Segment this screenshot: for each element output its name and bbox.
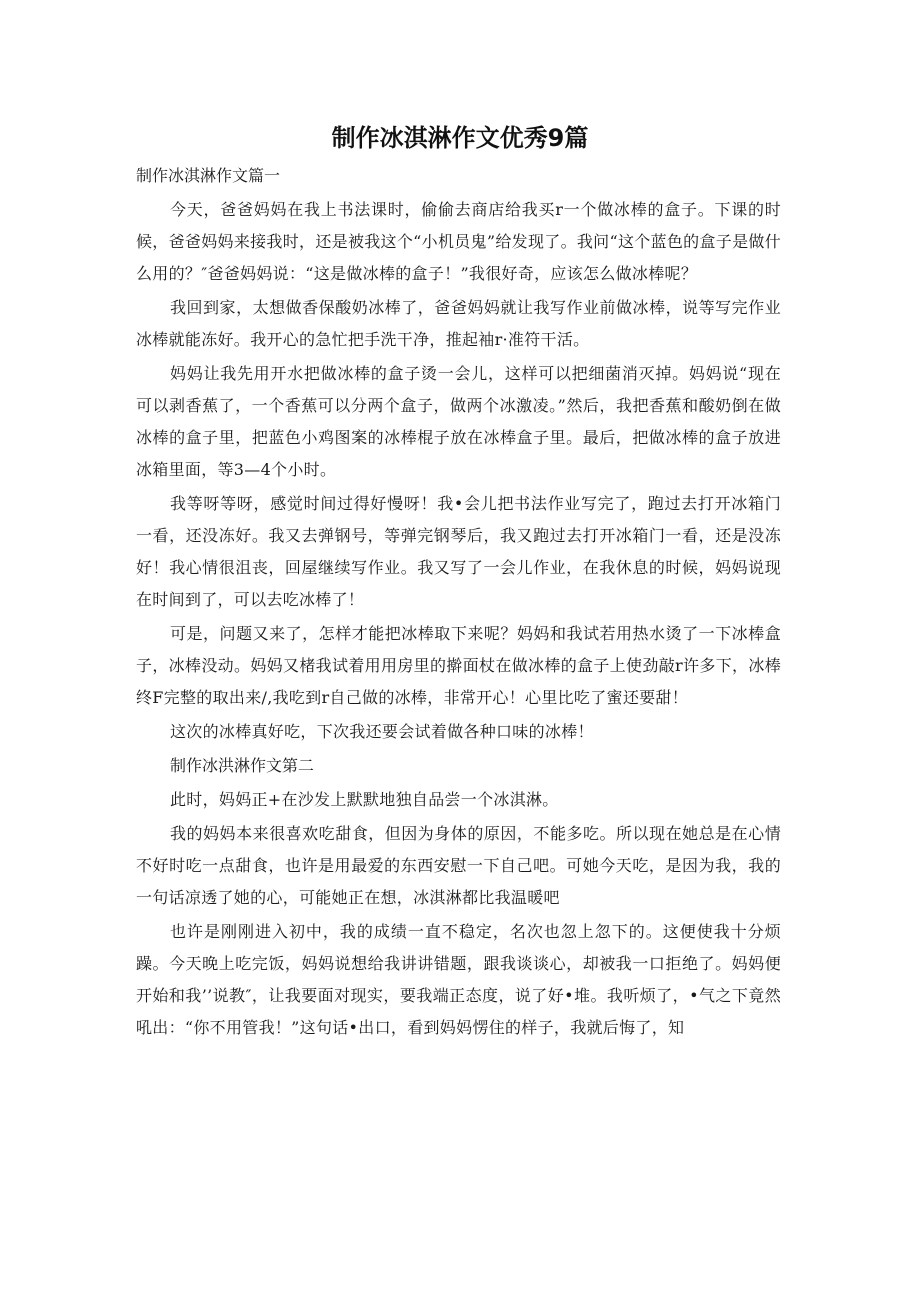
document-body bbox=[136, 160, 781, 1044]
document-title: 制作冰淇淋作文优秀9篇 bbox=[331, 124, 589, 152]
paragraph: 我的妈妈本来很喜欢吃甜食，但因为身体的原因，不能多吃。所以现在她总是在心情不好时吃一点甜食，也许是用最爱的东西安慰一下自己吧。可她今天吃，是因为我，我的一句话凉透了她的心，可能她正在想，冰淇淋都比我温暖吧 bbox=[136, 824, 781, 907]
paragraph: 妈妈让我先用开水把做冰棒的盒子烫一会儿，这样可以把细菌消灭掉。妈妈说“现在可以剥香蕉了，一个香蕉可以分两个盒子，做两个冰激凌。”然后，我把香蕉和酸奶倒在做冰棒的盒子里，把蓝色小鸡图案的冰棒棍子放在冰棒盒子里。最后，把做冰棒的盒子放进冰箱里面，等3—4个小时。 bbox=[136, 364, 781, 479]
paragraph: 这次的冰棒真好吃，下次我还要会试着做各种口味的冰棒！ bbox=[170, 722, 594, 741]
paragraph: 可是，问题又来了，怎样才能把冰棒取下来呢？妈妈和我试若用热水烫了一下冰棒盒子，冰棒没动。妈妈又楮我试着用用房里的擀面杖在做冰棒的盒子上使劲敲r许多下，冰棒终F完整的取出来/,我吃到r自己做的冰棒，非常开心！心里比吃了蜜还要甜！ bbox=[136, 624, 781, 707]
paragraph: 我等呀等呀，感觉时间过得好慢呀！我•会儿把书法作业写完了，跑过去打开冰箱门一看，还没冻好。我又去弹钢号，等弹完钢琴后，我又跑过去打开冰箱门一看，还是没冻好！我心情很沮丧，回屋继续写作业。我又写了一会儿作业，在我休息的时候，妈妈说现在时间到了，可以去吃冰棒了！ bbox=[136, 494, 781, 609]
section-heading-1: 制作冰淇淋作文篇一 bbox=[136, 166, 281, 185]
paragraph: 今天，爸爸妈妈在我上书法课时，偷偷去商店给我买r一个做冰棒的盒子。下课的时候，爸爸妈妈来接我时，还是被我这个“小机员鬼”给发现了。我问“这个蓝色的盒子是做什么用的？″爸爸妈妈说：“这是做冰棒的盒子！”我很好奇，应该怎么做冰棒呢？ bbox=[136, 200, 781, 283]
section-heading-2: 制作冰洪淋作文第二 bbox=[170, 756, 315, 775]
paragraph: 此时，妈妈正+在沙发上默默地独自品尝一个冰淇淋。 bbox=[170, 790, 559, 809]
paragraph: 我回到家，太想做香保酸奶冰棒了，爸爸妈妈就让我写作业前做冰棒，说等写完作业冰棒就能冻好。我开心的急忙把手洗干净，推起袖r·准符干活。 bbox=[136, 298, 781, 349]
paragraph: 也许是刚刚进入初中，我的成绩一直不稳定，名次也忽上忽下的。这便使我十分烦躁。今天晚上吃完饭，妈妈说想给我讲讲错题，跟我谈谈心，却被我一口拒绝了。妈妈便开始和我’’说教″，让我要面对现实，要我端正态度，说了好•堆。我听烦了，•气之下竟然吼出：“你不用管我！”这句话•出口，看到妈妈愣住的样子，我就后悔了，知 bbox=[136, 922, 781, 1037]
